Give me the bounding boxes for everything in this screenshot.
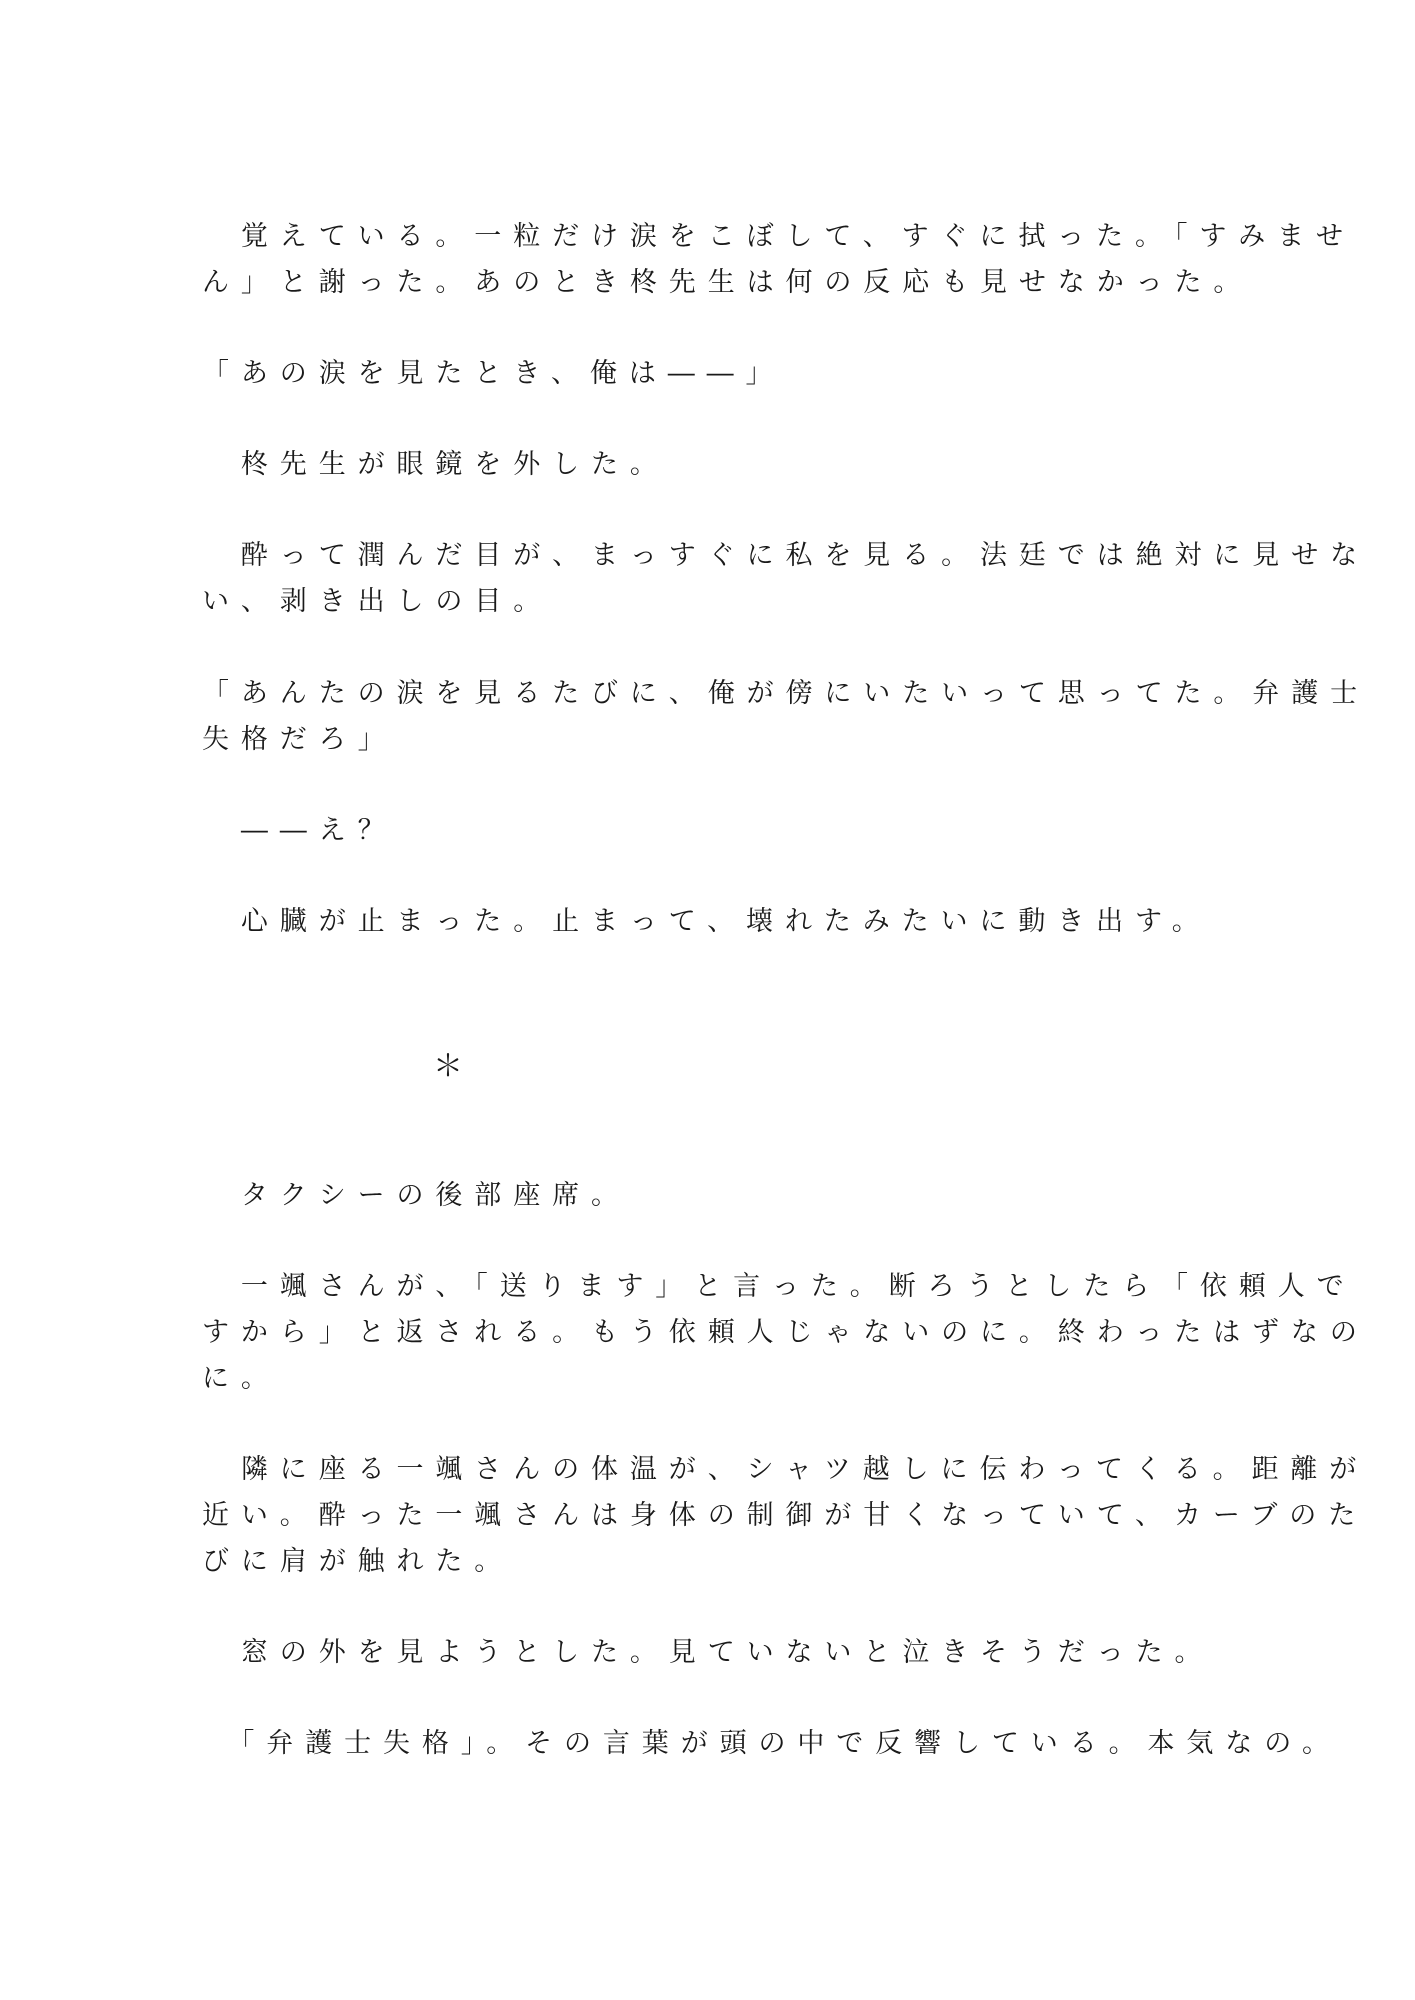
text-line: い、剥き出しの目。: [202, 586, 553, 617]
text-line: 隣に座る一颯さんの体温が、シャツ越しに伝わってくる。距離が: [202, 1454, 1369, 1485]
text-line: すから」と返される。もう依頼人じゃないのに。終わったはずなの: [202, 1317, 1369, 1348]
scene-separator: ＊: [433, 1049, 463, 1084]
dialogue-line: 「あんたの涙を見るたびに、俺が傍にいたいって思ってた。弁護士: [202, 678, 1369, 709]
text-line: 柊先生が眼鏡を外した。: [202, 449, 669, 480]
text-line: タクシーの後部座席。: [202, 1180, 630, 1211]
text-line: 酔って潤んだ目が、まっすぐに私を見る。法廷では絶対に見せな: [202, 540, 1369, 571]
text-line: 覚えている。一粒だけ涙をこぼして、すぐに拭った。「すみませ: [202, 221, 1355, 252]
dialogue-line: 「あの涙を見たとき、俺は――」: [202, 358, 785, 389]
text-line: 「弁護士失格」。その言葉が頭の中で反響している。本気なの。: [202, 1728, 1341, 1759]
text-line: ――え？: [202, 815, 397, 846]
text-line: ん」と謝った。あのとき柊先生は何の反応も見せなかった。: [202, 267, 1253, 298]
dialogue-line: 失格だろ」: [202, 724, 397, 755]
text-line: 近い。酔った一颯さんは身体の制御が甘くなっていて、カーブのた: [202, 1500, 1368, 1531]
text-line: 一颯さんが、「送ります」と言った。断ろうとしたら「依頼人で: [202, 1271, 1356, 1302]
text-line: 心臓が止まった。止まって、壊れたみたいに動き出す。: [202, 906, 1211, 937]
text-line: びに肩が触れた。: [202, 1546, 514, 1577]
text-line: 窓の外を見ようとした。見ていないと泣きそうだった。: [202, 1637, 1214, 1668]
text-line: に。: [202, 1363, 280, 1394]
